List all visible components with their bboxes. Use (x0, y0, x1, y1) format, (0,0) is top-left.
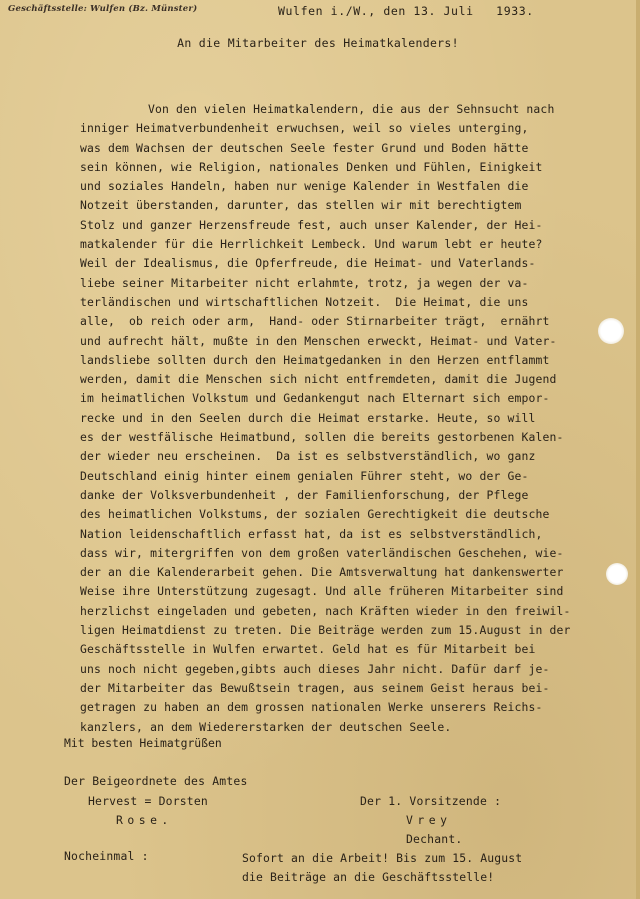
body-line: kanzlers, an dem Wiedererstarken der deutschen Seele. (80, 719, 452, 734)
body-line: danke der Volksverbundenheit , der Familienforschung, der Pflege (80, 487, 529, 502)
body-line: landsliebe sollten durch den Heimatgedanken in den Herzen entflammt (80, 352, 550, 367)
punch-hole (598, 318, 624, 344)
body-line: matkalender für die Herrlichkeit Lembeck. Und warum lebt er heute? (80, 237, 543, 252)
body-line: Deutschland einig hinter einem genialen Führer steht, wo der Ge- (80, 468, 529, 483)
left-signatory-title: Der Beigeordnete des Amtes (64, 774, 248, 789)
body-line: sein können, wie Religion, nationales Denken und Fühlen, Einigkeit (80, 159, 543, 174)
body-line: alle, ob reich oder arm, Hand- oder Stirnarbeiter trägt, ernährt (80, 314, 550, 329)
letter-header (8, 4, 628, 20)
body-line: im heimatlichen Volkstum und Gedankengut nach Elternart sich empor- (80, 391, 550, 406)
right-signatory-role: Dechant. (406, 832, 463, 847)
body-line: was dem Wachsen der deutschen Seele fester Grund und Boden hätte (80, 140, 529, 155)
signature-block (64, 753, 624, 847)
body-line: Weil der Idealismus, die Opferfreude, die Heimat- und Vaterlands- (80, 256, 536, 271)
closing-greeting: Mit besten Heimatgrüßen (64, 736, 222, 750)
body-line: und soziales Handeln, haben nur wenige Kalender in Westfalen die (80, 179, 529, 194)
body-line: Geschäftsstelle in Wulfen erwartet. Geld hat es für Mitarbeit bei (80, 642, 536, 657)
body-line: es der westfälische Heimatbund, sollen die bereits gestorbenen Kalen- (80, 430, 564, 445)
body-line: der an die Kalenderarbeit gehen. Die Amtsverwaltung hat dankenswerter (80, 565, 564, 580)
punch-hole (606, 563, 628, 585)
body-line: werden, damit die Menschen sich nicht entfremdeten, damit die Jugend (80, 372, 557, 387)
dateline: Wulfen i./W., den 13. Juli 1933. (278, 4, 534, 18)
body-line: Stolz und ganzer Herzensfreude fest, auch unser Kalender, der Hei- (80, 217, 543, 232)
right-signatory-title: Der 1. Vorsitzende : (360, 793, 502, 808)
salutation: An die Mitarbeiter des Heimatkalenders! (177, 36, 459, 50)
body-line: Weise ihre Unterstützung zugesagt. Und alle früheren Mitarbeiter sind (80, 584, 564, 599)
left-signatory-name: Rose. (116, 812, 173, 827)
body-line: der wieder neu erscheinen. Da ist es selbstverständlich, wo ganz (80, 449, 536, 464)
body-line: Von den vielen Heimatkalendern, die aus der Sehnsucht nach (148, 102, 555, 116)
right-signatory-name: Vrey (406, 812, 452, 827)
postscript-text (242, 849, 522, 888)
body-line: terländischen und wirtschaftlichen Notzeit. Die Heimat, die uns (80, 294, 529, 309)
body-line: ligen Heimatdienst zu treten. Die Beiträge werden zum 15.August in der (80, 623, 571, 638)
body-line: liebe seiner Mitarbeiter nicht erlahmte, trotz, ja wegen der va- (80, 275, 529, 290)
left-signatory-place: Hervest = Dorsten (88, 793, 208, 808)
postscript-line: Sofort an die Arbeit! Bis zum 15. August (242, 851, 523, 865)
body-line: Nation leidenschaftlich erfasst hat, da ist es selbstverständlich, (80, 526, 543, 541)
body-line: uns noch nicht gegeben,gibts auch dieses Jahr nicht. Dafür darf je- (80, 661, 550, 676)
letter-body (80, 100, 620, 737)
body-line: und aufrecht hält, mußte in den Menschen erweckt, Heimat- und Vater- (80, 333, 557, 348)
body-line: dass wir, mitergriffen von dem großen vaterländischen Geschehen, wie- (80, 545, 564, 560)
body-line: recke und in den Seelen durch die Heimat erstarke. Heute, so will (80, 410, 536, 425)
body-line: des heimatlichen Volkstums, der sozialen Gerechtigkeit die deutsche (80, 507, 550, 522)
postscript-label: Nocheinmal : (64, 849, 149, 863)
office-stamp: Geschäftsstelle: Wulfen (Bz. Münster) (8, 4, 198, 14)
body-line: herzlichst eingeladen und gebeten, nach Kräften wieder in den freiwil- (80, 603, 571, 618)
body-line: inniger Heimatverbundenheit erwuchsen, weil so vieles unterging, (80, 121, 529, 136)
body-line: der Mitarbeiter das Bewußtsein tragen, aus seinem Geist heraus bei- (80, 680, 550, 695)
postscript-line: die Beiträge an die Geschäftsstelle! (242, 870, 495, 885)
body-line: Notzeit überstanden, darunter, das stellen wir mit berechtigtem (80, 198, 522, 213)
body-line: getragen zu haben an dem grossen nationalen Werke unserers Reichs- (80, 700, 543, 715)
